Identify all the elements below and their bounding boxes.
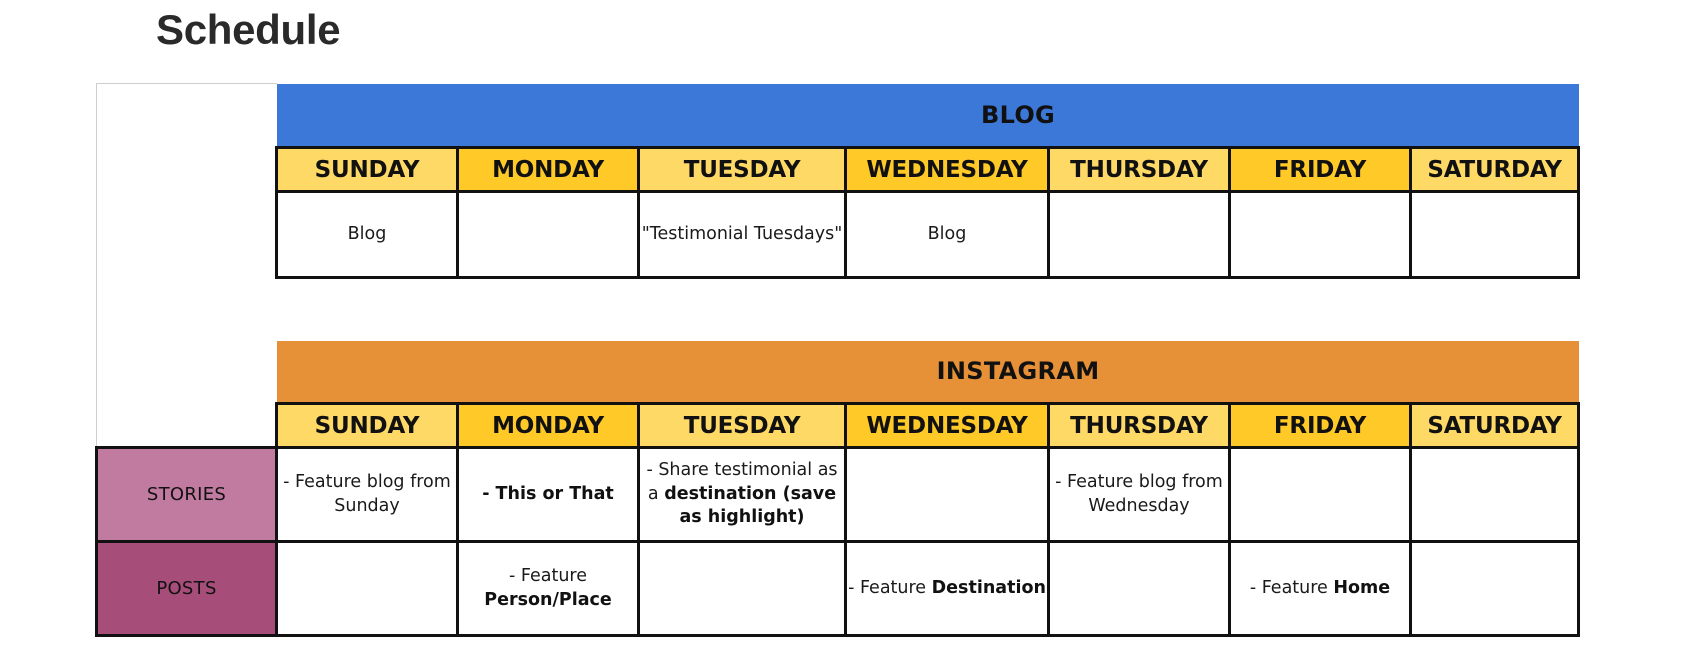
blog-day-thursday[interactable]: THURSDAY <box>1049 148 1230 192</box>
blog-header-left-cell[interactable] <box>277 84 458 148</box>
instagram-day-friday[interactable]: FRIDAY <box>1230 404 1411 448</box>
posts-cell-monday[interactable] <box>458 542 639 636</box>
page-title: Schedule <box>156 6 341 53</box>
stories-row <box>97 448 1579 542</box>
blog-day-saturday[interactable]: SATURDAY <box>1411 148 1579 192</box>
blog-cell-thursday[interactable] <box>1049 192 1230 278</box>
posts-cell-thursday[interactable] <box>1049 542 1230 636</box>
blog-days-row <box>97 148 1579 192</box>
schedule-table <box>95 83 1580 637</box>
blog-day-monday[interactable]: MONDAY <box>458 148 639 192</box>
stories-cell-saturday[interactable] <box>1411 448 1579 542</box>
cell-text-run: - This or That <box>482 483 614 504</box>
cell-text-run: Person/Place <box>484 589 612 610</box>
blog-content-row <box>97 192 1579 278</box>
cell-text-run: - Feature <box>848 577 932 598</box>
stories-label[interactable]: STORIES <box>97 448 277 542</box>
blog-cell-sunday[interactable]: Blog <box>277 192 458 278</box>
cell-text-run: - Share testimonial as a <box>646 460 838 504</box>
cell-text-run: Destination <box>931 577 1046 598</box>
corner-cell <box>97 84 277 404</box>
blog-day-sunday[interactable]: SUNDAY <box>277 148 458 192</box>
instagram-day-tuesday[interactable]: TUESDAY <box>639 404 846 448</box>
cell-text-run: - Feature blog from Sunday <box>283 471 451 516</box>
blog-day-wednesday[interactable]: WEDNESDAY <box>846 148 1049 192</box>
posts-cell-sunday[interactable] <box>277 542 458 636</box>
blog-cell-friday[interactable] <box>1230 192 1411 278</box>
blog-day-tuesday[interactable]: TUESDAY <box>639 148 846 192</box>
cell-text-run: Home <box>1333 577 1391 598</box>
blog-day-friday[interactable]: FRIDAY <box>1230 148 1411 192</box>
posts-cell-wednesday[interactable] <box>846 542 1049 636</box>
blog-cell-saturday[interactable] <box>1411 192 1579 278</box>
posts-cell-friday[interactable] <box>1230 542 1411 636</box>
blog-header[interactable]: BLOG <box>458 84 1579 148</box>
instagram-day-saturday[interactable]: SATURDAY <box>1411 404 1579 448</box>
stories-cell-monday[interactable] <box>458 448 639 542</box>
instagram-header[interactable]: INSTAGRAM <box>458 341 1579 404</box>
blog-cell-tuesday[interactable]: "Testimonial Tuesdays" <box>639 192 846 278</box>
stories-cell-sunday[interactable] <box>277 448 458 542</box>
gap-row <box>97 278 1579 341</box>
instagram-day-sunday[interactable]: SUNDAY <box>277 404 458 448</box>
blog-cell-monday[interactable] <box>458 192 639 278</box>
posts-label[interactable]: POSTS <box>97 542 277 636</box>
stories-cell-wednesday[interactable] <box>846 448 1049 542</box>
instagram-header-left-cell[interactable] <box>277 341 458 404</box>
blog-header-row <box>97 84 1579 148</box>
stories-cell-thursday[interactable] <box>1049 448 1230 542</box>
instagram-day-monday[interactable]: MONDAY <box>458 404 639 448</box>
cell-text-run: destination (save as highlight) <box>664 483 837 528</box>
instagram-day-wednesday[interactable]: WEDNESDAY <box>846 404 1049 448</box>
stories-cell-friday[interactable] <box>1230 448 1411 542</box>
gap-cell <box>277 278 1579 341</box>
blog-cell-wednesday[interactable]: Blog <box>846 192 1049 278</box>
instagram-day-thursday[interactable]: THURSDAY <box>1049 404 1230 448</box>
cell-text-run: - Feature <box>508 565 587 586</box>
cell-text-run: - Feature <box>1249 577 1334 598</box>
posts-row <box>97 542 1579 636</box>
instagram-days-row <box>97 404 1579 448</box>
posts-cell-tuesday[interactable] <box>639 542 846 636</box>
stories-cell-tuesday[interactable] <box>639 448 846 542</box>
posts-cell-saturday[interactable] <box>1411 542 1579 636</box>
instagram-days-left-blank <box>97 404 277 448</box>
instagram-header-row <box>97 341 1579 404</box>
cell-text-run: - Feature blog from Wednesday <box>1055 471 1223 516</box>
